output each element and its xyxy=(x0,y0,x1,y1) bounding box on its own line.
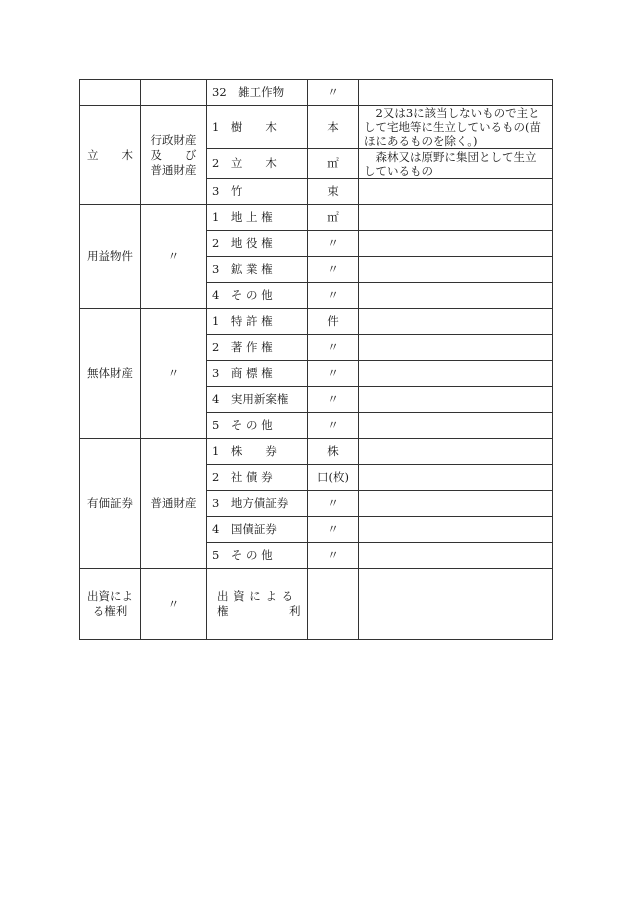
note-cell xyxy=(359,257,553,283)
item-cell: 2 地 役 権 xyxy=(207,231,308,257)
note-cell xyxy=(359,517,553,543)
unit-cell: 〃 xyxy=(308,387,359,413)
category-cell xyxy=(80,80,141,106)
unit-cell: 〃 xyxy=(308,335,359,361)
subcategory-cell xyxy=(141,80,207,106)
note-cell xyxy=(359,361,553,387)
item-cell: 出 資 に よ る 権 利 xyxy=(207,569,308,640)
item-cell: 4 そ の 他 xyxy=(207,283,308,309)
note-cell xyxy=(359,335,553,361)
unit-cell: ㎡ xyxy=(308,149,359,179)
table-row xyxy=(80,309,553,335)
subcategory-cell: 普通財産 xyxy=(141,439,207,569)
note-cell: 森林又は原野に集団として生立しているもの xyxy=(359,149,553,179)
category-cell: 無体財産 xyxy=(80,309,141,439)
unit-cell: 〃 xyxy=(308,517,359,543)
unit-cell xyxy=(308,569,359,640)
item-cell: 1 特 許 権 xyxy=(207,309,308,335)
note-cell xyxy=(359,387,553,413)
unit-cell: 〃 xyxy=(308,231,359,257)
item-cell: 1 地 上 権 xyxy=(207,205,308,231)
note-cell xyxy=(359,309,553,335)
item-cell: 1 株 券 xyxy=(207,439,308,465)
category-cell: 出資によ る権利 xyxy=(80,569,141,640)
unit-cell: 〃 xyxy=(308,491,359,517)
table-row xyxy=(80,106,553,149)
item-cell: 32 雑工作物 xyxy=(207,80,308,106)
note-cell xyxy=(359,413,553,439)
item-cell: 3 鉱 業 権 xyxy=(207,257,308,283)
note-cell xyxy=(359,543,553,569)
item-cell: 3 商 標 権 xyxy=(207,361,308,387)
unit-cell: ㎡ xyxy=(308,205,359,231)
subcategory-cell: 〃 xyxy=(141,205,207,309)
table-row xyxy=(80,80,553,106)
unit-cell: 口(枚) xyxy=(308,465,359,491)
item-cell: 3 竹 xyxy=(207,179,308,205)
subcategory-cell: 行政財産 及 び 普通財産 xyxy=(141,106,207,205)
item-cell: 4 実用新案権 xyxy=(207,387,308,413)
note-cell xyxy=(359,205,553,231)
unit-cell: 〃 xyxy=(308,257,359,283)
category-cell: 用益物件 xyxy=(80,205,141,309)
note-cell xyxy=(359,80,553,106)
item-cell: 4 国債証券 xyxy=(207,517,308,543)
unit-cell: 件 xyxy=(308,309,359,335)
table-row xyxy=(80,569,553,640)
subcategory-cell: 〃 xyxy=(141,569,207,640)
unit-cell: 株 xyxy=(308,439,359,465)
note-cell xyxy=(359,179,553,205)
unit-cell: 〃 xyxy=(308,283,359,309)
item-cell: 5 そ の 他 xyxy=(207,413,308,439)
table-row xyxy=(80,205,553,231)
item-cell: 2 立 木 xyxy=(207,149,308,179)
table-row xyxy=(80,439,553,465)
note-cell xyxy=(359,283,553,309)
unit-cell: 〃 xyxy=(308,361,359,387)
item-cell: 2 社 債 券 xyxy=(207,465,308,491)
note-cell xyxy=(359,491,553,517)
item-cell: 1 樹 木 xyxy=(207,106,308,149)
unit-cell: 本 xyxy=(308,106,359,149)
note-cell xyxy=(359,439,553,465)
category-cell: 立 木 xyxy=(80,106,141,205)
category-cell: 有価証券 xyxy=(80,439,141,569)
note-cell: 2又は3に該当しないもので主として宅地等に生立しているもの(苗ほにあるものを除く。) xyxy=(359,106,553,149)
note-cell xyxy=(359,569,553,640)
subcategory-cell: 〃 xyxy=(141,309,207,439)
unit-cell: 〃 xyxy=(308,413,359,439)
unit-cell: 〃 xyxy=(308,80,359,106)
note-cell xyxy=(359,465,553,491)
item-cell: 3 地方債証券 xyxy=(207,491,308,517)
item-cell: 2 著 作 権 xyxy=(207,335,308,361)
property-register-table xyxy=(79,79,553,640)
item-cell: 5 そ の 他 xyxy=(207,543,308,569)
unit-cell: 〃 xyxy=(308,543,359,569)
note-cell xyxy=(359,231,553,257)
unit-cell: 束 xyxy=(308,179,359,205)
